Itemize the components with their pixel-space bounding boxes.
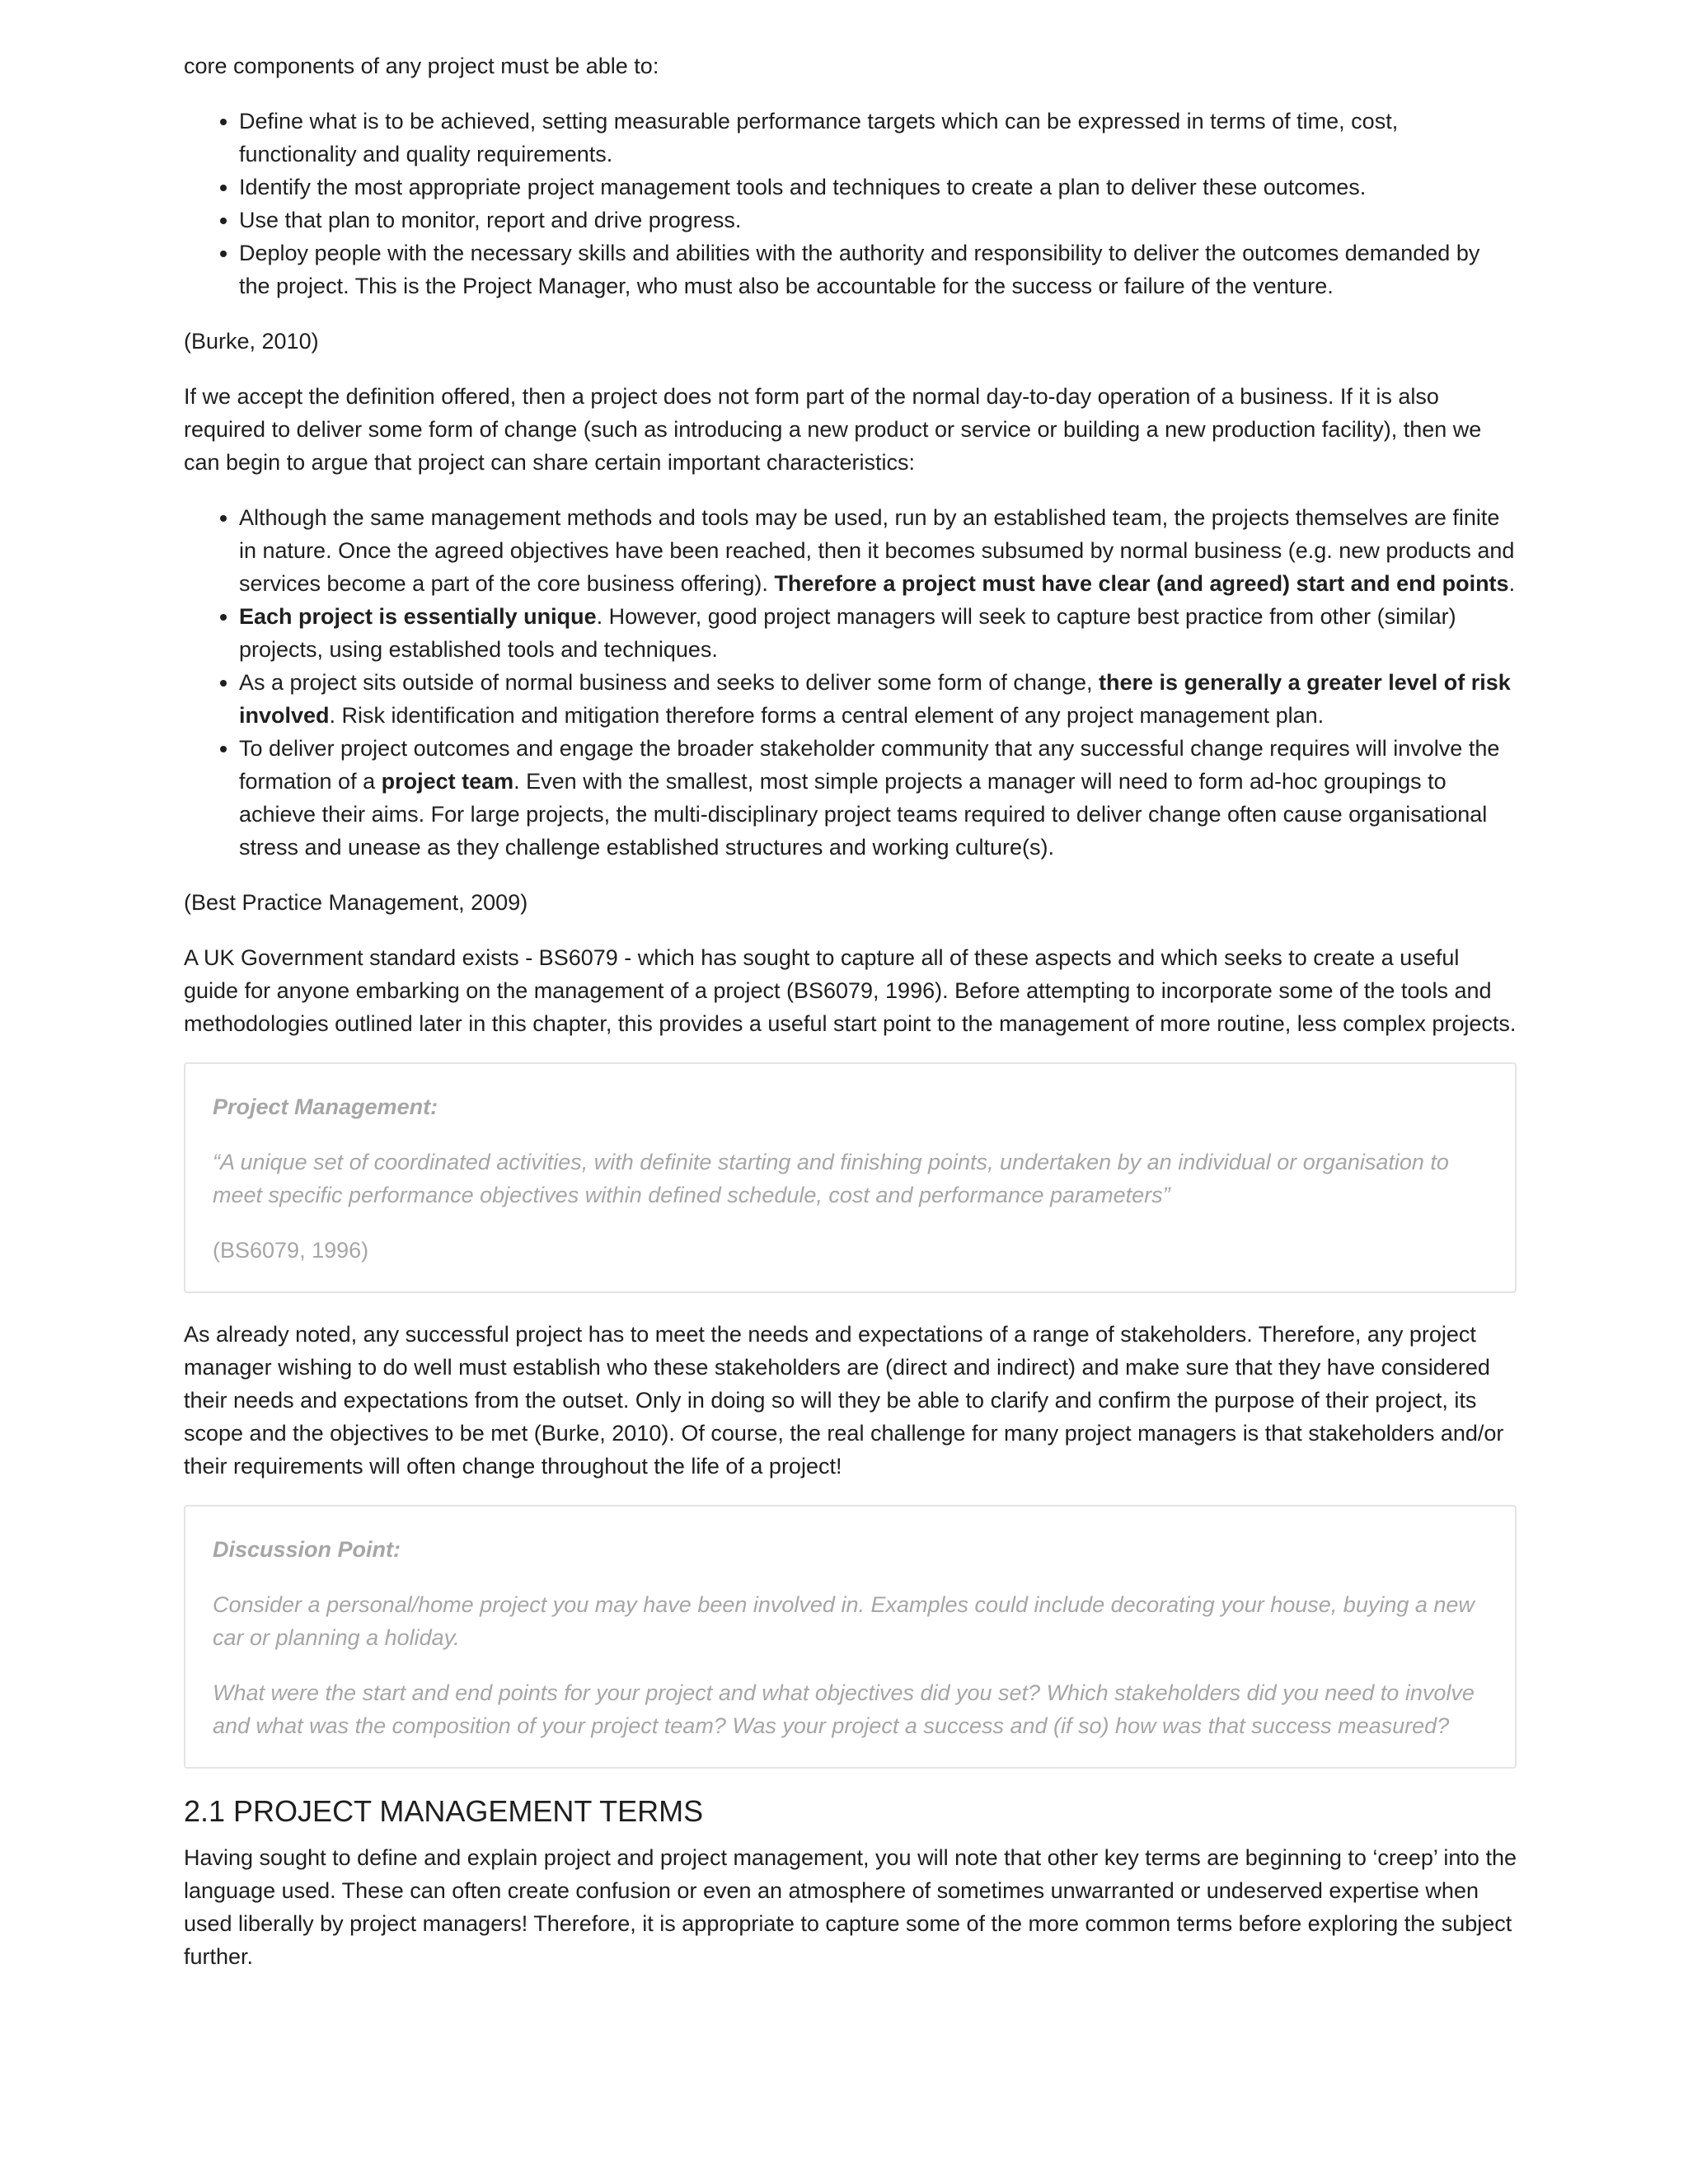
- characteristics-list: [184, 501, 1517, 864]
- bold-text-segment: Therefore a project must have clear (and agreed) start and end points: [774, 571, 1509, 596]
- box-citation: (BS6079, 1996): [213, 1238, 369, 1263]
- citation: (Best Practice Management, 2009): [184, 890, 528, 915]
- text-segment: . Risk identification and mitigation therefore forms a central element of any project management plan.: [329, 703, 1325, 728]
- list-item: [239, 501, 1517, 600]
- definition-box: [184, 1062, 1517, 1293]
- section-heading: 2.1 PROJECT MANAGEMENT TERMS: [184, 1794, 704, 1828]
- list-item: • Use that plan to monitor, report and drive progress.: [239, 204, 1517, 237]
- list-item: • Identify the most appropriate project management tools and techniques to create a plan to deliver these outcomes.: [239, 171, 1517, 204]
- list-item: [239, 666, 1517, 732]
- discussion-box: [184, 1505, 1517, 1769]
- paragraph: A UK Government standard exists - BS6079 - which has sought to capture all of these aspects and which seeks to create a useful guide for anyone embarking on the management of a project (BS6079, 1996). Before attempting to incorporate some of the tools and methodologies outlined later in this chapter, this provides a useful start point to the management of more routine, less complex projects.: [184, 945, 1517, 1036]
- text-segment: .: [1508, 571, 1516, 596]
- paragraph: As already noted, any successful project has to meet the needs and expectations of a range of stakeholders. Therefore, any project manager wishing to do well must establish who these stakeholders are (direct and indirect) and make sure that they have considered their needs and expectations from the outset. Only in doing so will they be able to clarify and confirm the purpose of their project, its scope and the objectives to be met (Burke, 2010). Of course, the real challenge for many project managers is that stakeholders and/or their requirements will often change throughout the life of a project!: [184, 1322, 1504, 1479]
- list-item: • Deploy people with the necessary skills and abilities with the authority and responsibility to deliver the outcomes demanded by the project. This is the Project Manager, who must also be accountable for the success or failure of the venture.: [239, 237, 1517, 302]
- box-title: Project Management:: [213, 1094, 438, 1119]
- bold-text-segment: there is generally a greater level of risk involved: [239, 670, 1511, 728]
- bold-text-segment: project team: [381, 769, 514, 794]
- text-segment: Although the same management methods and tools may be used, run by an established team, the projects themselves are finite in nature. Once the agreed objectives have been reached, then it becomes subsumed by normal business (e.g. new products and services become a part of the core business offering).: [239, 505, 1515, 596]
- paragraph: If we accept the definition offered, then a project does not form part of the normal day-to-day operation of a business. If it is also required to deliver some form of change (such as introducing a new product or service or building a new production facility), then we can begin to argue that project can share certain important characteristics:: [184, 384, 1482, 475]
- text-segment: As a project sits outside of normal business and seeks to deliver some form of change,: [239, 670, 1100, 695]
- text-segment: . Even with the smallest, most simple projects a manager will need to form ad-hoc groupings to achieve their aims. For large projects, the multi-disciplinary project teams required to deliver change often cause organisational stress and unease as they challenge established structures and working culture(s).: [239, 769, 1488, 860]
- bold-text-segment: Each project is essentially unique: [239, 604, 597, 629]
- list-item: [239, 732, 1517, 864]
- box-paragraph: Consider a personal/home project you may have been involved in. Examples could include decorating your house, buying a new car or planning a holiday.: [213, 1592, 1475, 1650]
- core-components-list: [184, 105, 1517, 302]
- paragraph: Having sought to define and explain project and project management, you will note that other key terms are beginning to ‘creep’ into the language used. These can often create confusion or even an atmosphere of sometimes unwarranted or undeserved expertise when used liberally by project managers! Therefore, it is appropriate to capture some of the more common terms before exploring the subject further.: [184, 1845, 1517, 1969]
- box-title: Discussion Point:: [213, 1537, 401, 1562]
- list-item: [239, 600, 1517, 666]
- box-quote: “A unique set of coordinated activities, with definite starting and finishing points, undertaken by an individual or organisation to meet specific performance objectives within defined schedule, cost and performance parameters”: [213, 1150, 1449, 1207]
- text-segment: To deliver project outcomes and engage the broader stakeholder community that any successful change requires will involve the formation of a: [239, 736, 1500, 794]
- intro-text: core components of any project must be able to:: [184, 54, 659, 78]
- document-page: [184, 49, 1517, 1995]
- box-paragraph: What were the start and end points for your project and what objectives did you set? Which stakeholders did you need to involve and what was the composition of your project team? Was your project a success and (if so) how was that success measured?: [213, 1680, 1475, 1738]
- list-item: • Define what is to be achieved, setting measurable performance targets which can be expressed in terms of time, cost, functionality and quality requirements.: [239, 105, 1517, 171]
- text-segment: . However, good project managers will seek to capture best practice from other (similar) projects, using established tools and techniques.: [239, 604, 1456, 662]
- citation: (Burke, 2010): [184, 329, 319, 354]
